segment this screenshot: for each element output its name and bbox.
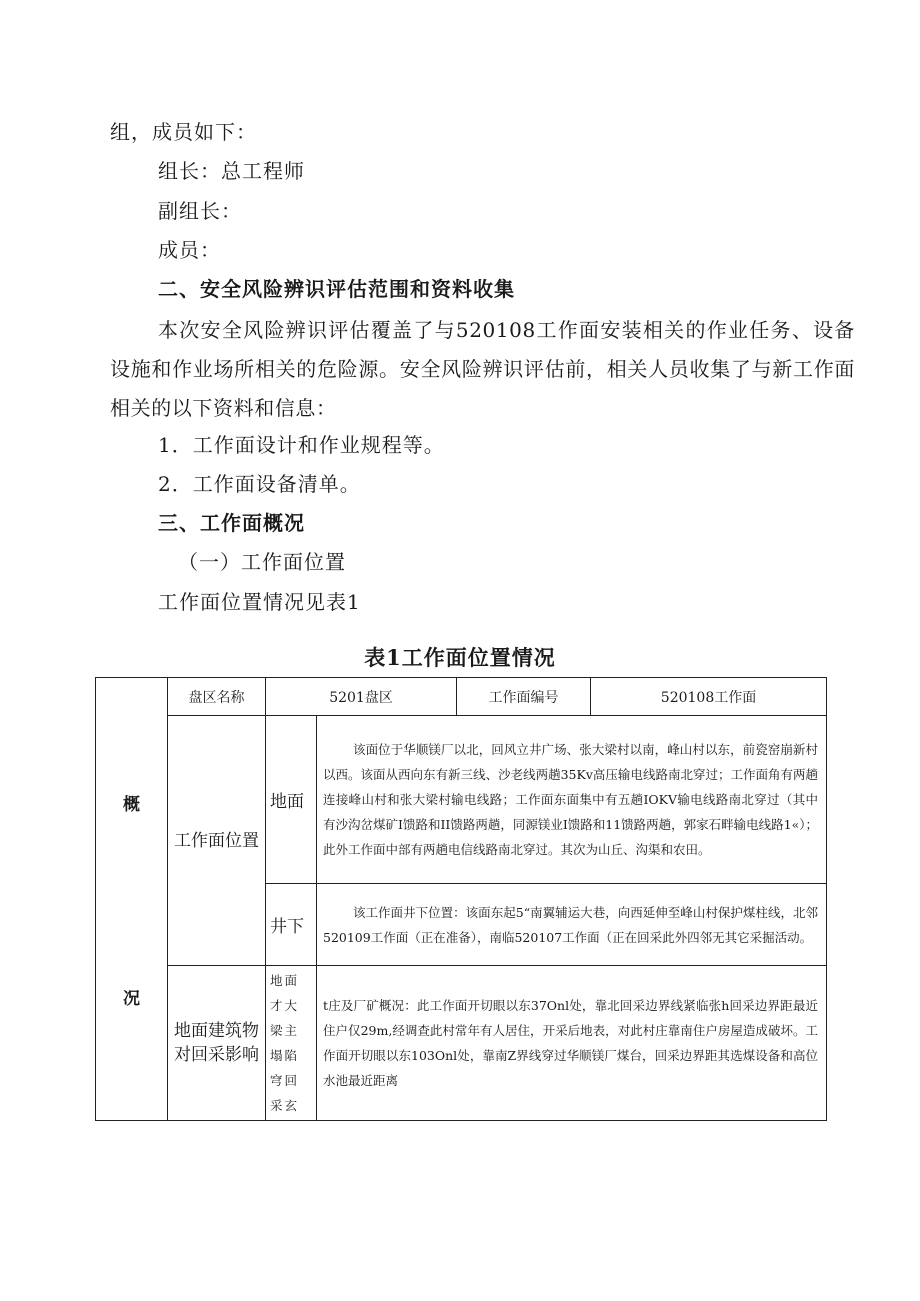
location-table (95, 677, 827, 1121)
text-line-leader: 组长：总工程师 (158, 159, 305, 183)
face-number-value: 520108工作面 (591, 678, 827, 716)
subsection-heading-1: （一）工作面位置 (178, 550, 346, 574)
text-line-group-members: 组，成员如下： (110, 120, 257, 144)
ground-label: 地面 (266, 716, 317, 884)
ground-description: 该面位于华顺镁厂以北，回风立井广场、张大梁村以南，峰山村以东，前瓷窑崩新村以西。该面从西向东有新三线、沙老线两趟35Kv高压输电线路南北穿过；工作面角有两趟连接峰山村和张大梁村输电线路；工作面东面集中有五趟IOKV输电线路南北穿过（其中有沙沟岔煤矿I馈路和II馈路两趟，同源镁业I馈路和11馈路两趟，郭家石畔输电线路1«）；此外工作面中部有两趟电信线路南北穿过。其次为山丘、沟渠和农田。 (317, 716, 827, 884)
section-heading-2: 二、安全风险辨识评估范围和资料收集 (158, 277, 515, 301)
side-header-bottom: 况 (123, 988, 140, 1009)
table-caption: 表1工作面位置情况 (364, 645, 556, 670)
surface-building-label: 地面建筑物对回采影响 (168, 966, 266, 1121)
table-row (96, 716, 827, 884)
surface-building-sub: 地面才大梁主塌陷穹回采玄 (266, 966, 317, 1121)
district-name-value: 5201盘区 (266, 678, 457, 716)
table-row (96, 966, 827, 1121)
table-row (96, 678, 827, 716)
section-heading-3: 三、工作面概况 (158, 511, 305, 535)
list-item-1: 1．工作面设计和作业规程等。 (158, 433, 445, 457)
underground-label: 井下 (266, 884, 317, 966)
text-line-members: 成员： (158, 238, 221, 262)
paragraph-scope: 本次安全风险辨识评估覆盖了与520108工作面安装相关的作业任务、设备设施和作业场所相关的危险源。安全风险辨识评估前，相关人员收集了与新工作面相关的以下资料和信息： (110, 318, 855, 420)
underground-description: 该工作面井下位置：该面东起5“南翼辅运大巷，向西延伸至峰山村保护煤柱线，北邻520109工作面（正在准备），南临520107工作面（正在回采此外四邻无其它采掘活动。 (317, 884, 827, 966)
face-location-label: 工作面位置 (168, 716, 266, 966)
text-line-deputy-leader: 副组长： (158, 199, 242, 223)
district-name-label: 盘区名称 (168, 678, 266, 716)
side-header-top: 概 (123, 794, 140, 815)
side-header-cell (96, 678, 168, 1121)
paragraph-table-ref: 工作面位置情况见表1 (158, 590, 361, 614)
surface-building-description: t庄及厂矿概况：此工作面开切眼以东37Onl处，靠北回采边界线紧临张h回采边界距最近住户仅29m,经调查此村常年有人居住，开采后地表，对此村庄靠南住户房屋造成破坏。工作面开切眼以东103Onl处，靠南Z界线穿过华顺镁厂煤台，回采边界距其选煤设备和高位水池最近距离 (317, 966, 827, 1121)
list-item-2: 2．工作面设备清单。 (158, 472, 361, 496)
face-number-label: 工作面编号 (457, 678, 591, 716)
